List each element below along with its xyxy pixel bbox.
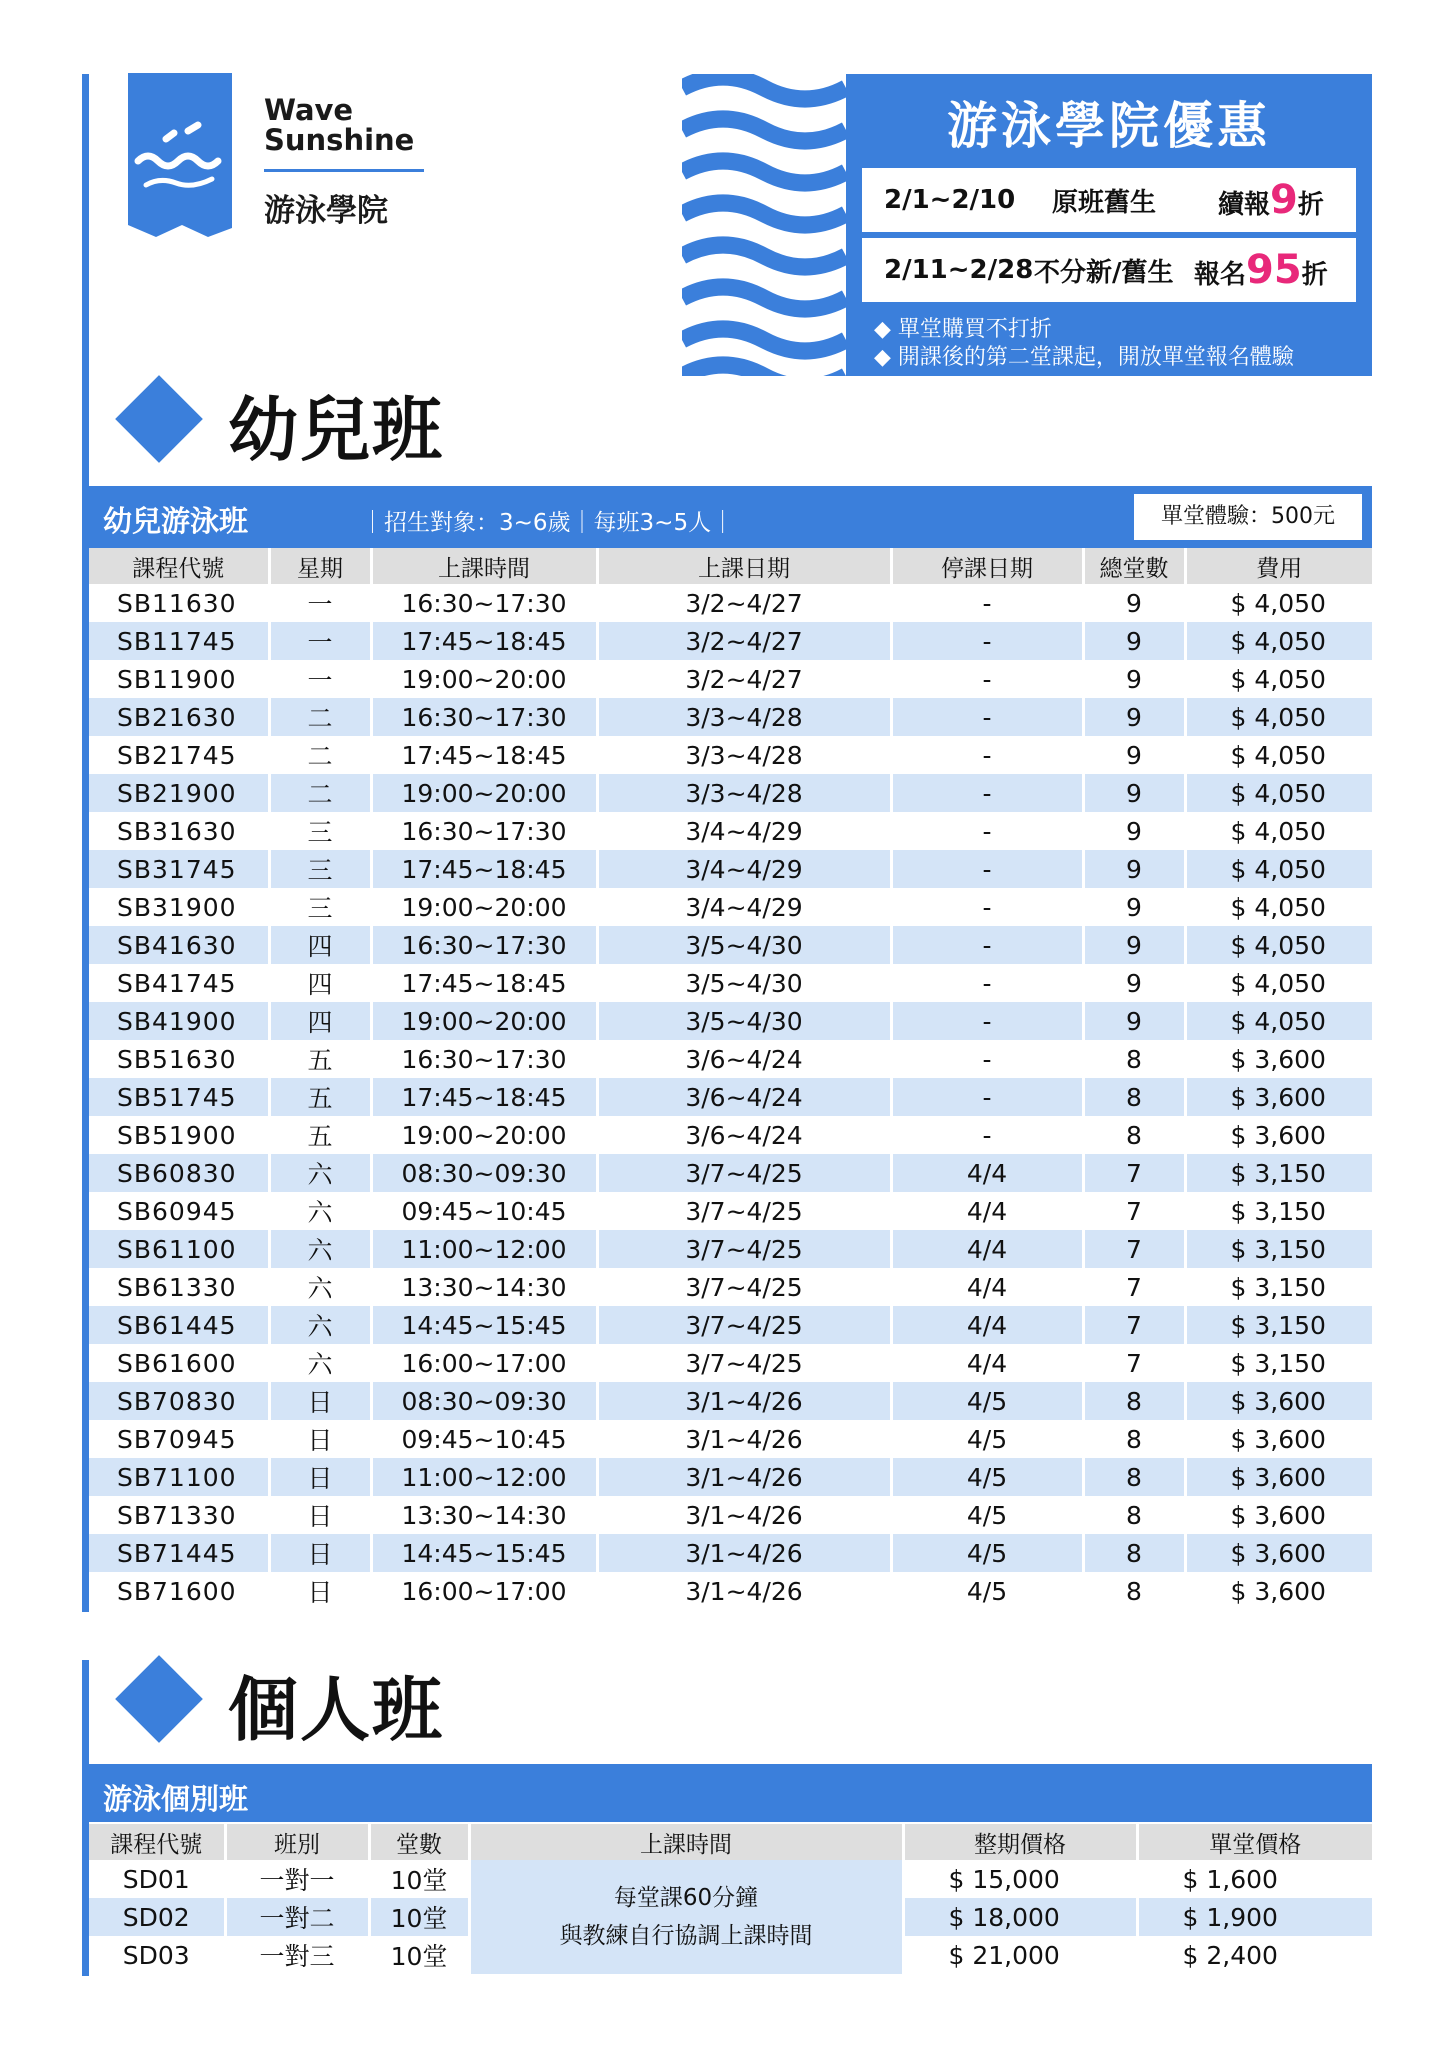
cell-full-price: $ 21,000 <box>903 1936 1137 1974</box>
cell-dates: 3/7~4/25 <box>597 1306 891 1344</box>
cell-weekday: 五 <box>269 1040 371 1078</box>
cell-weekday: 日 <box>269 1496 371 1534</box>
cell-time: 08:30~09:30 <box>371 1382 597 1420</box>
cell-full-price: $ 18,000 <box>903 1898 1137 1936</box>
table-row <box>89 888 1372 926</box>
cell-class-type: 一對二 <box>225 1898 369 1936</box>
cell-off-date: 4/5 <box>891 1572 1083 1610</box>
table-row <box>89 1192 1372 1230</box>
cell-time: 11:00~12:00 <box>371 1230 597 1268</box>
cell-sessions: 7 <box>1083 1230 1185 1268</box>
cell-code: SB61445 <box>89 1306 269 1344</box>
cell-time: 13:30~14:30 <box>371 1268 597 1306</box>
cell-code: SB71445 <box>89 1534 269 1572</box>
cell-weekday: 三 <box>269 888 371 926</box>
cell-dates: 3/1~4/26 <box>597 1382 891 1420</box>
col-header-sessions: 堂數 <box>369 1824 469 1860</box>
cell-dates: 3/6~4/24 <box>597 1078 891 1116</box>
cell-fee: $ 3,150 <box>1230 1272 1326 1302</box>
cell-sessions: 9 <box>1083 698 1185 736</box>
cell-sessions: 8 <box>1083 1040 1185 1078</box>
table-row <box>89 1860 1372 1898</box>
cell-time: 13:30~14:30 <box>371 1496 597 1534</box>
brand-name-en <box>264 95 414 155</box>
cell-code: SB60830 <box>89 1154 269 1192</box>
kids-schedule-table <box>89 548 1372 1610</box>
cell-weekday: 三 <box>269 812 371 850</box>
cell-fee: $ 3,600 <box>1185 1534 1372 1572</box>
cell-fee: $ 3,600 <box>1185 1078 1372 1116</box>
cell-off-date: - <box>891 736 1083 774</box>
col-header-class-type: 班別 <box>225 1824 369 1860</box>
cell-dates: 3/1~4/26 <box>597 1534 891 1572</box>
cell-code: SB11630 <box>89 584 269 622</box>
table-row <box>89 1078 1372 1116</box>
cell-fee: $ 3,600 <box>1230 1576 1326 1606</box>
cell-code: SB71100 <box>89 1458 269 1496</box>
banner-subtitle: ｜招生對象：3~6歲｜每班3~5人｜ <box>361 510 735 536</box>
banner-title: 游泳個別班 <box>103 1782 249 1816</box>
col-header-code: 課程代號 <box>89 548 269 584</box>
cell-code: SD03 <box>89 1936 225 1974</box>
cell-code: SB21745 <box>89 736 269 774</box>
cell-code: SD01 <box>89 1860 225 1898</box>
promo-title: 游泳學院優惠 <box>947 97 1271 155</box>
cell-weekday: 四 <box>269 1002 371 1040</box>
brand-name-en-line1: Wave <box>264 93 354 127</box>
cell-weekday: 一 <box>269 622 371 660</box>
cell-weekday: 六 <box>269 1344 371 1382</box>
cell-code: SB31745 <box>89 850 269 888</box>
cell-sessions: 10堂 <box>369 1936 469 1974</box>
cell-weekday: 一 <box>269 660 371 698</box>
cell-single-price: $ 2,400 <box>1182 1940 1278 1970</box>
cell-weekday: 五 <box>269 1116 371 1154</box>
col-header-time: 上課時間 <box>469 1824 903 1860</box>
cell-fee: $ 4,050 <box>1185 850 1372 888</box>
cell-time: 17:45~18:45 <box>371 622 597 660</box>
col-header-dates: 上課日期 <box>597 548 891 584</box>
table-row <box>89 1002 1372 1040</box>
cell-fee: $ 3,600 <box>1230 1424 1326 1454</box>
table-row <box>89 812 1372 850</box>
cell-code: SB61100 <box>89 1230 269 1268</box>
cell-off-date: 4/5 <box>891 1458 1083 1496</box>
cell-schedule-note <box>469 1860 903 1974</box>
cell-time: 16:00~17:00 <box>371 1344 597 1382</box>
cell-code: SB41745 <box>89 964 269 1002</box>
cell-single-price: $ 1,600 <box>1182 1864 1278 1894</box>
cell-off-date: - <box>891 774 1083 812</box>
cell-time: 16:30~17:30 <box>371 812 597 850</box>
cell-off-date: 4/5 <box>891 1496 1083 1534</box>
cell-code: SB51630 <box>89 1040 269 1078</box>
cell-sessions: 9 <box>1083 888 1185 926</box>
table-row <box>89 1154 1372 1192</box>
cell-dates: 3/7~4/25 <box>597 1192 891 1230</box>
cell-sessions: 8 <box>1083 1572 1185 1610</box>
cell-dates: 3/6~4/24 <box>597 1116 891 1154</box>
cell-weekday: 二 <box>269 698 371 736</box>
cell-off-date: - <box>891 660 1083 698</box>
promo-panel <box>846 74 1372 376</box>
diamond-icon <box>115 1655 203 1743</box>
cell-full-price: $ 15,000 <box>903 1860 1137 1898</box>
cell-time: 09:45~10:45 <box>371 1420 597 1458</box>
cell-time: 19:00~20:00 <box>371 1116 597 1154</box>
cell-time: 17:45~18:45 <box>371 850 597 888</box>
cell-off-date: - <box>891 1116 1083 1154</box>
cell-code: SB71330 <box>89 1496 269 1534</box>
cell-dates: 3/5~4/30 <box>597 1002 891 1040</box>
cell-sessions: 10堂 <box>369 1860 469 1898</box>
cell-time: 09:45~10:45 <box>371 1192 597 1230</box>
private-table-banner <box>89 1764 1372 1822</box>
cell-sessions: 7 <box>1083 1344 1185 1382</box>
trial-price-badge: 單堂體驗：500元 <box>1134 494 1362 540</box>
cell-sessions: 9 <box>1083 622 1185 660</box>
cell-off-date: 4/4 <box>891 1192 1083 1230</box>
promo-discount-number: 95 <box>1246 247 1302 293</box>
cell-time: 16:30~17:30 <box>371 584 597 622</box>
cell-code: SB21630 <box>89 698 269 736</box>
promo-date: 2/11~2/28 <box>884 255 1034 285</box>
cell-off-date: 4/4 <box>891 1268 1083 1306</box>
cell-code: SB11900 <box>89 660 269 698</box>
cell-off-date: 4/4 <box>891 1306 1083 1344</box>
cell-time: 19:00~20:00 <box>371 774 597 812</box>
promo-row-general <box>862 238 1356 302</box>
brand-name-en-line2: Sunshine <box>264 123 415 157</box>
cell-sessions: 9 <box>1083 584 1185 622</box>
cell-fee: $ 3,150 <box>1230 1348 1326 1378</box>
table-row <box>89 698 1372 736</box>
cell-fee: $ 4,050 <box>1185 1002 1372 1040</box>
cell-dates: 3/6~4/24 <box>597 1040 891 1078</box>
schedule-note-line1: 每堂課60分鐘 <box>613 1885 759 1911</box>
col-header-single-price: 單堂價格 <box>1137 1824 1372 1860</box>
cell-weekday: 六 <box>269 1268 371 1306</box>
banner-title: 幼兒游泳班 <box>103 504 249 538</box>
cell-dates: 3/1~4/26 <box>597 1496 891 1534</box>
cell-code: SB51900 <box>89 1116 269 1154</box>
cell-class-type: 一對三 <box>225 1936 369 1974</box>
cell-time: 14:45~15:45 <box>371 1534 597 1572</box>
cell-code: SB41900 <box>89 1002 269 1040</box>
cell-weekday: 日 <box>269 1420 371 1458</box>
col-header-time: 上課時間 <box>371 548 597 584</box>
cell-fee: $ 3,150 <box>1185 1306 1372 1344</box>
cell-off-date: - <box>891 1040 1083 1078</box>
table-row <box>89 1572 1372 1610</box>
col-header-weekday: 星期 <box>269 548 371 584</box>
col-header-sessions: 總堂數 <box>1083 548 1185 584</box>
cell-sessions: 9 <box>1083 1002 1185 1040</box>
cell-sessions: 9 <box>1083 774 1185 812</box>
promo-target: 不分新/舊生 <box>1034 257 1174 288</box>
private-schedule-table <box>89 1824 1372 1974</box>
cell-dates: 3/3~4/28 <box>597 736 891 774</box>
table-row <box>89 1116 1372 1154</box>
cell-dates: 3/2~4/27 <box>597 584 891 622</box>
cell-off-date: - <box>891 850 1083 888</box>
cell-weekday: 六 <box>269 1306 371 1344</box>
cell-weekday: 日 <box>269 1534 371 1572</box>
table-row <box>89 1420 1372 1458</box>
cell-dates: 3/5~4/30 <box>597 964 891 1002</box>
cell-fee: $ 4,050 <box>1230 664 1326 694</box>
cell-weekday: 六 <box>269 1154 371 1192</box>
cell-sessions: 7 <box>1083 1154 1185 1192</box>
cell-dates: 3/3~4/28 <box>597 774 891 812</box>
section2-side-rule <box>82 1660 89 1976</box>
cell-sessions: 9 <box>1083 812 1185 850</box>
cell-weekday: 六 <box>269 1230 371 1268</box>
cell-code: SB61600 <box>89 1344 269 1382</box>
cell-fee: $ 4,050 <box>1185 774 1372 812</box>
cell-code: SD02 <box>89 1898 225 1936</box>
section-title: 個人班 <box>228 1669 444 1751</box>
cell-off-date: - <box>891 964 1083 1002</box>
cell-fee: $ 3,150 <box>1185 1154 1372 1192</box>
cell-time: 08:30~09:30 <box>371 1154 597 1192</box>
schedule-note-line2: 與教練自行協調上課時間 <box>559 1923 813 1949</box>
cell-fee: $ 4,050 <box>1230 892 1326 922</box>
promo-note-1: ◆ 單堂購買不打折 <box>874 317 1052 342</box>
cell-fee: $ 3,600 <box>1230 1500 1326 1530</box>
cell-off-date: - <box>891 812 1083 850</box>
kids-table-banner <box>89 486 1372 548</box>
cell-code: SB41630 <box>89 926 269 964</box>
cell-fee: $ 4,050 <box>1230 740 1326 770</box>
table-row <box>89 1534 1372 1572</box>
cell-dates: 3/7~4/25 <box>597 1154 891 1192</box>
cell-dates: 3/4~4/29 <box>597 888 891 926</box>
cell-single-price: $ 1,900 <box>1137 1898 1372 1936</box>
table-row <box>89 964 1372 1002</box>
cell-sessions: 10堂 <box>369 1898 469 1936</box>
cell-code: SB61330 <box>89 1268 269 1306</box>
cell-time: 16:00~17:00 <box>371 1572 597 1610</box>
promo-discount-number: 9 <box>1270 177 1298 223</box>
diamond-icon <box>115 375 203 463</box>
table-row <box>89 1382 1372 1420</box>
cell-fee: $ 4,050 <box>1185 622 1372 660</box>
cell-sessions: 8 <box>1083 1458 1185 1496</box>
cell-fee: $ 3,150 <box>1230 1196 1326 1226</box>
cell-sessions: 8 <box>1083 1382 1185 1420</box>
cell-sessions: 9 <box>1083 736 1185 774</box>
cell-off-date: - <box>891 1078 1083 1116</box>
cell-sessions: 8 <box>1083 1496 1185 1534</box>
cell-fee: $ 4,050 <box>1230 816 1326 846</box>
cell-time: 14:45~15:45 <box>371 1306 597 1344</box>
cell-off-date: - <box>891 926 1083 964</box>
section-title: 幼兒班 <box>228 389 444 471</box>
cell-weekday: 六 <box>269 1192 371 1230</box>
promo-discount: 報名95折 <box>1194 247 1328 293</box>
cell-sessions: 8 <box>1083 1116 1185 1154</box>
cell-sessions: 7 <box>1083 1268 1185 1306</box>
table-header-row <box>89 548 1372 584</box>
flag-wave-icon <box>126 73 236 243</box>
cell-weekday: 四 <box>269 926 371 964</box>
cell-fee: $ 4,050 <box>1185 926 1372 964</box>
cell-dates: 3/1~4/26 <box>597 1420 891 1458</box>
cell-code: SB21900 <box>89 774 269 812</box>
cell-time: 17:45~18:45 <box>371 964 597 1002</box>
table-row <box>89 1040 1372 1078</box>
cell-code: SB51745 <box>89 1078 269 1116</box>
cell-dates: 3/4~4/29 <box>597 812 891 850</box>
table-row <box>89 1344 1372 1382</box>
table-row <box>89 926 1372 964</box>
cell-off-date: 4/5 <box>891 1420 1083 1458</box>
cell-dates: 3/5~4/30 <box>597 926 891 964</box>
cell-fee: $ 4,050 <box>1185 698 1372 736</box>
cell-code: SB11745 <box>89 622 269 660</box>
cell-off-date: - <box>891 622 1083 660</box>
cell-dates: 3/7~4/25 <box>597 1268 891 1306</box>
cell-sessions: 9 <box>1083 850 1185 888</box>
table-row <box>89 850 1372 888</box>
cell-code: SB70945 <box>89 1420 269 1458</box>
cell-off-date: 4/4 <box>891 1154 1083 1192</box>
cell-weekday: 二 <box>269 774 371 812</box>
section1-side-rule <box>82 74 89 1612</box>
table-row <box>89 774 1372 812</box>
cell-code: SB71600 <box>89 1572 269 1610</box>
cell-weekday: 五 <box>269 1078 371 1116</box>
table-row <box>89 622 1372 660</box>
cell-dates: 3/7~4/25 <box>597 1230 891 1268</box>
cell-code: SB31630 <box>89 812 269 850</box>
cell-weekday: 日 <box>269 1458 371 1496</box>
cell-weekday: 二 <box>269 736 371 774</box>
col-header-code: 課程代號 <box>89 1824 225 1860</box>
col-header-full-price: 整期價格 <box>903 1824 1137 1860</box>
cell-off-date: - <box>891 888 1083 926</box>
wave-pattern-icon <box>682 74 846 376</box>
cell-sessions: 8 <box>1083 1078 1185 1116</box>
cell-off-date: - <box>891 698 1083 736</box>
cell-fee: $ 4,050 <box>1230 968 1326 998</box>
cell-time: 16:30~17:30 <box>371 926 597 964</box>
cell-fee: $ 4,050 <box>1230 588 1326 618</box>
cell-time: 17:45~18:45 <box>371 1078 597 1116</box>
cell-sessions: 7 <box>1083 1192 1185 1230</box>
promo-row-early <box>862 168 1356 232</box>
cell-weekday: 日 <box>269 1382 371 1420</box>
promo-date: 2/1~2/10 <box>884 185 1016 215</box>
cell-fee: $ 3,600 <box>1230 1044 1326 1074</box>
table-row <box>89 1496 1372 1534</box>
promo-target: 原班舊生 <box>1052 187 1157 218</box>
cell-off-date: 4/4 <box>891 1230 1083 1268</box>
cell-weekday: 一 <box>269 584 371 622</box>
brand-divider <box>264 169 424 172</box>
cell-time: 19:00~20:00 <box>371 888 597 926</box>
cell-code: SB31900 <box>89 888 269 926</box>
cell-weekday: 四 <box>269 964 371 1002</box>
cell-code: SB60945 <box>89 1192 269 1230</box>
table-header-row <box>89 1824 1372 1860</box>
cell-fee: $ 3,150 <box>1185 1230 1372 1268</box>
cell-weekday: 日 <box>269 1572 371 1610</box>
cell-code: SB70830 <box>89 1382 269 1420</box>
cell-sessions: 9 <box>1083 660 1185 698</box>
cell-sessions: 8 <box>1083 1420 1185 1458</box>
cell-fee: $ 3,600 <box>1185 1382 1372 1420</box>
table-row <box>89 1268 1372 1306</box>
cell-time: 11:00~12:00 <box>371 1458 597 1496</box>
cell-off-date: - <box>891 1002 1083 1040</box>
table-row <box>89 1230 1372 1268</box>
cell-fee: $ 3,600 <box>1230 1120 1326 1150</box>
table-row <box>89 1458 1372 1496</box>
cell-fee: $ 3,600 <box>1185 1458 1372 1496</box>
promo-note-2: ◆ 開課後的第二堂課起，開放單堂報名體驗 <box>874 345 1294 370</box>
cell-dates: 3/2~4/27 <box>597 622 891 660</box>
cell-time: 19:00~20:00 <box>371 1002 597 1040</box>
cell-off-date: 4/5 <box>891 1534 1083 1572</box>
cell-sessions: 8 <box>1083 1534 1185 1572</box>
cell-off-date: - <box>891 584 1083 622</box>
brand-logo <box>126 73 426 243</box>
table-row <box>89 660 1372 698</box>
cell-dates: 3/1~4/26 <box>597 1572 891 1610</box>
col-header-fee: 費用 <box>1185 548 1372 584</box>
cell-sessions: 7 <box>1083 1306 1185 1344</box>
table-row <box>89 1306 1372 1344</box>
table-row <box>89 584 1372 622</box>
cell-off-date: 4/5 <box>891 1382 1083 1420</box>
cell-dates: 3/2~4/27 <box>597 660 891 698</box>
table-row <box>89 736 1372 774</box>
cell-dates: 3/7~4/25 <box>597 1344 891 1382</box>
col-header-off-date: 停課日期 <box>891 548 1083 584</box>
cell-time: 16:30~17:30 <box>371 698 597 736</box>
cell-time: 16:30~17:30 <box>371 1040 597 1078</box>
cell-time: 19:00~20:00 <box>371 660 597 698</box>
cell-dates: 3/1~4/26 <box>597 1458 891 1496</box>
cell-weekday: 三 <box>269 850 371 888</box>
brand-name-zh: 游泳學院 <box>264 193 388 229</box>
cell-time: 17:45~18:45 <box>371 736 597 774</box>
cell-dates: 3/3~4/28 <box>597 698 891 736</box>
promo-discount: 續報9折 <box>1218 177 1324 223</box>
cell-dates: 3/4~4/29 <box>597 850 891 888</box>
cell-sessions: 9 <box>1083 926 1185 964</box>
cell-sessions: 9 <box>1083 964 1185 1002</box>
cell-off-date: 4/4 <box>891 1344 1083 1382</box>
cell-class-type: 一對一 <box>225 1860 369 1898</box>
